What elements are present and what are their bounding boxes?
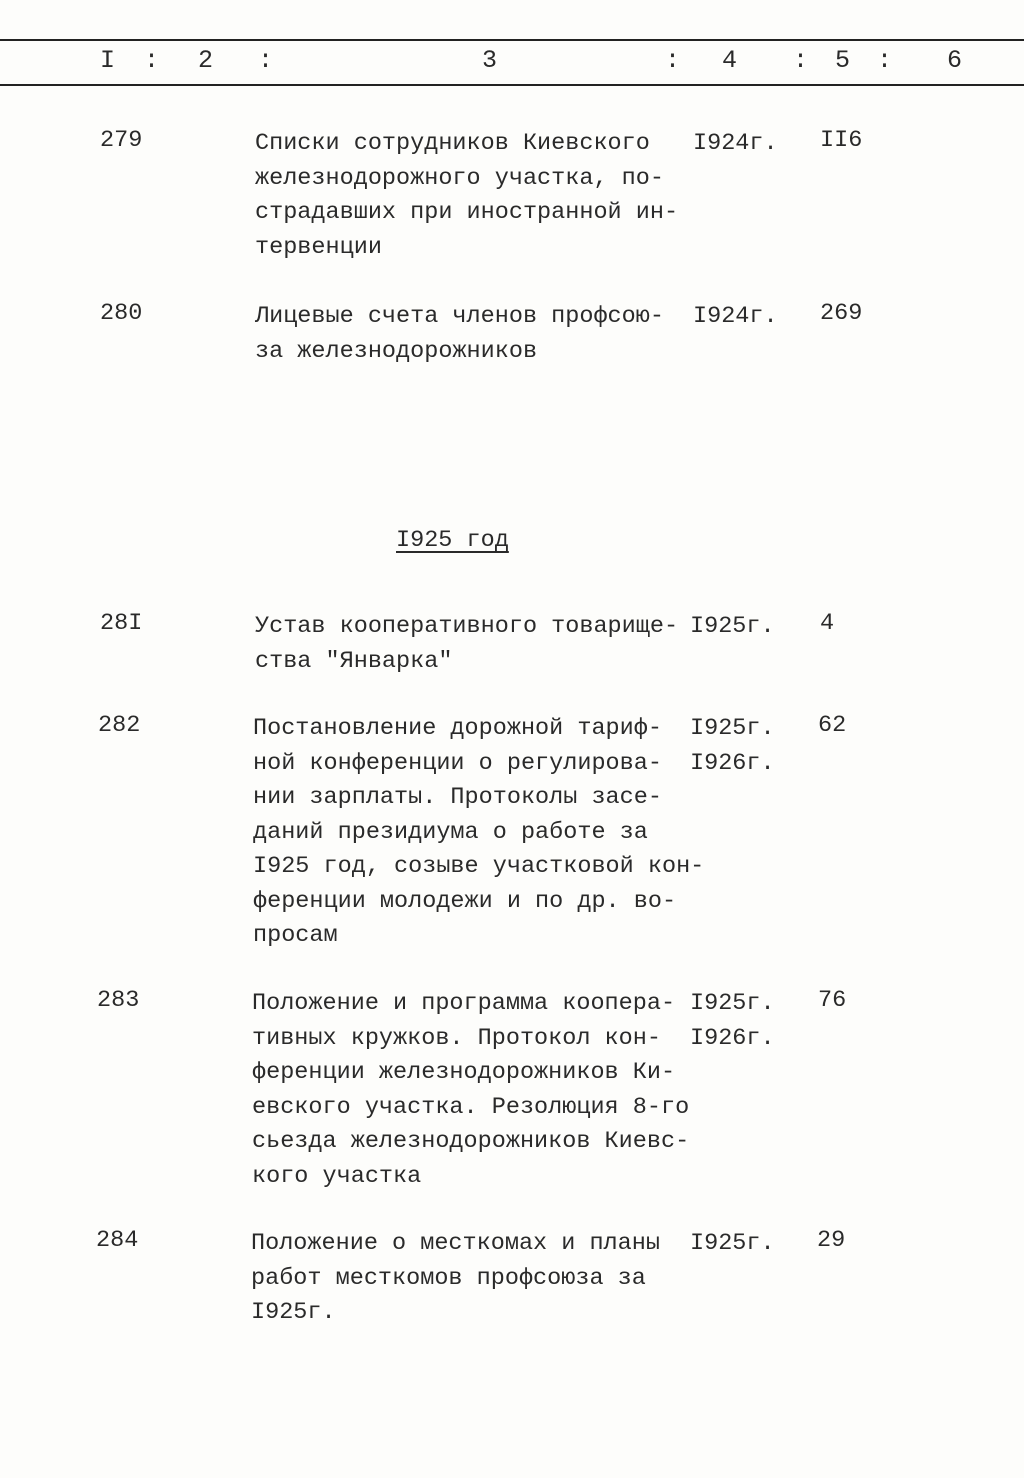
entry-description: [255, 610, 678, 679]
description-line: тивных кружков. Протокол кон-: [252, 1024, 661, 1052]
col-separator: :: [665, 46, 681, 75]
entry-number: 279: [100, 127, 143, 154]
description-line: страдавших при иностранной ин-: [255, 199, 679, 226]
col-header-4: 4: [722, 46, 738, 75]
entry-number: 282: [98, 712, 141, 739]
description-line: за железнодорожников: [255, 337, 538, 365]
entry-dates: [690, 1227, 775, 1262]
date: I925г.: [690, 613, 775, 640]
entry-dates: [690, 987, 775, 1056]
col-separator: :: [877, 46, 893, 75]
entry-sheets: 269: [820, 300, 863, 327]
entry-description: [251, 1227, 660, 1331]
description-line: Списки сотрудников Киевского: [255, 130, 650, 157]
entry-description: [252, 987, 689, 1194]
section-title: I925 год: [396, 527, 509, 554]
description-line: нии зарплаты. Протоколы засе-: [253, 784, 662, 811]
description-line: Постановление дорожной тариф-: [253, 715, 662, 742]
entry-sheets: 29: [817, 1227, 846, 1254]
col-header-3: 3: [482, 46, 498, 75]
description-line: работ месткомов профсоюза за: [251, 1264, 646, 1292]
description-line: просам: [253, 922, 338, 949]
description-line: ференции железнодорожников Ки-: [252, 1059, 676, 1086]
description-line: ференции молодежи и по др. во-: [253, 887, 677, 915]
description-line: Положение о месткомах и планы: [251, 1230, 660, 1257]
description-line: железнодорожного участка, по-: [255, 164, 664, 192]
description-line: ной конференции о регулирова-: [253, 749, 662, 777]
entry-dates: [690, 610, 775, 645]
entry-sheets: 76: [818, 987, 847, 1014]
description-line: I925 год, созыве участковой кон-: [253, 853, 705, 880]
entry-dates: [693, 127, 778, 162]
header-bottom-rule: [0, 84, 1024, 86]
header-top-rule: [0, 39, 1024, 41]
entry-number: 28I: [100, 610, 143, 637]
description-line: I925г.: [251, 1299, 336, 1326]
entry-description: [253, 712, 704, 954]
col-header-6: 6: [947, 46, 963, 75]
col-header-2: 2: [198, 46, 214, 75]
entry-description: [255, 300, 664, 369]
col-header-5: 5: [835, 46, 851, 75]
description-line: кого участка: [252, 1162, 422, 1190]
col-separator: :: [144, 46, 160, 75]
description-line: евского участка. Резолюция 8-го: [252, 1093, 690, 1121]
col-header-1: I: [100, 46, 116, 75]
date: I926г.: [690, 749, 775, 777]
description-line: ства "Январка": [255, 647, 453, 675]
entry-dates: [693, 300, 778, 335]
entry-number: 283: [97, 987, 140, 1014]
entry-sheets: 62: [818, 712, 847, 739]
date: I926г.: [690, 1024, 775, 1052]
date: I925г.: [690, 715, 775, 742]
col-separator: :: [258, 46, 274, 75]
entry-number: 284: [96, 1227, 139, 1254]
date: I925г.: [690, 990, 775, 1017]
col-separator: :: [793, 46, 809, 75]
description-line: сьезда железнодорожников Киевс-: [252, 1128, 690, 1155]
description-line: даний президиума о работе за: [253, 818, 648, 846]
description-line: тервенции: [255, 233, 382, 261]
entry-sheets: 4: [820, 610, 835, 637]
date: I924г.: [693, 130, 778, 157]
description-line: Лицевые счета членов профсою-: [255, 303, 664, 330]
entry-number: 280: [100, 300, 143, 327]
entry-description: [255, 127, 678, 265]
entry-dates: [690, 712, 775, 781]
date: I924г.: [693, 303, 778, 330]
description-line: Устав кооперативного товарище-: [255, 613, 679, 640]
date: I925г.: [690, 1230, 775, 1257]
description-line: Положение и программа коопера-: [252, 990, 676, 1017]
entry-sheets: II6: [820, 127, 863, 154]
